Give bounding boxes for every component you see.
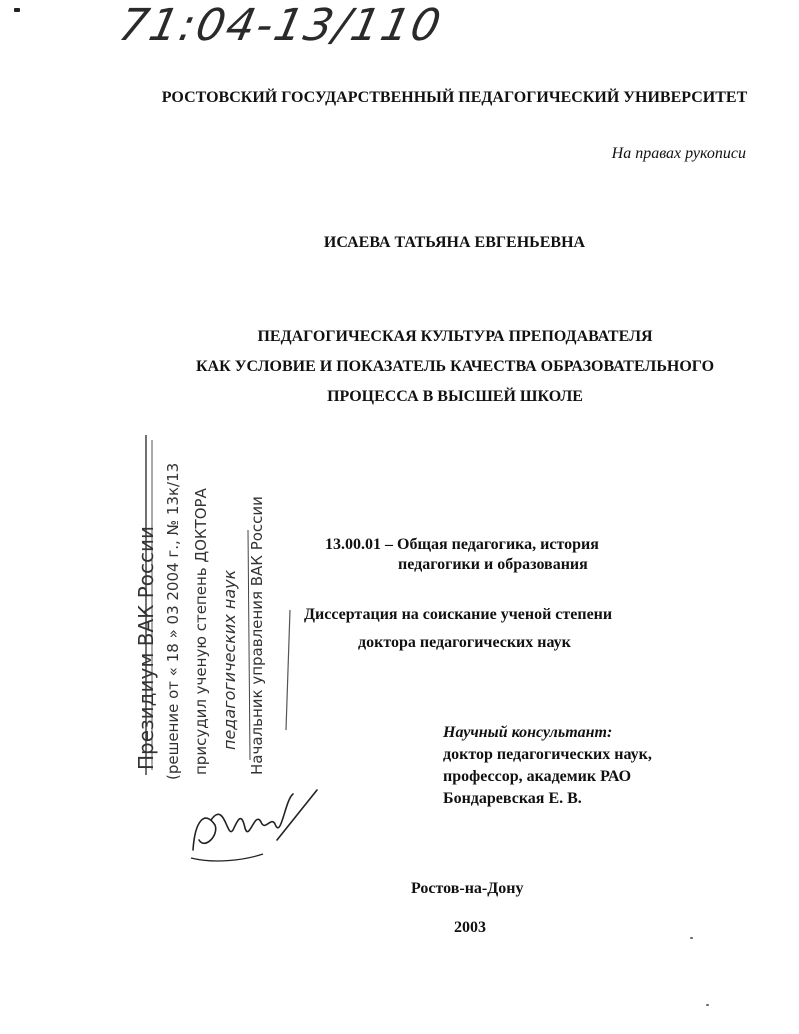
title-line: ПРОЦЕССА В ВЫСШЕЙ ШКОЛЕ (327, 388, 583, 405)
title-line: КАК УСЛОВИЕ И ПОКАЗАТЕЛЬ КАЧЕСТВА ОБРАЗОВАТЕЛЬНОГО (195, 358, 715, 375)
archive-code: 71:04-13/110 (114, 0, 447, 51)
dissertation-line-1: Диссертация на соискание ученой степени (304, 606, 613, 623)
stamp-line-4: педагогических наук (220, 569, 239, 750)
consultant-degree: доктор педагогических наук, (443, 746, 652, 763)
dissertation-line-2: доктора педагогических наук (358, 634, 571, 651)
scan-speck (690, 937, 693, 939)
author-name: ИСАЕВА ТАТЬЯНА ЕВГЕНЬЕВНА (323, 234, 586, 251)
specialty-line-1: 13.00.01 – Общая педагогика, история (325, 536, 599, 553)
consultant-role: Научный консультант: (443, 724, 613, 741)
stamp-line-5: Начальник управления ВАК России (248, 496, 266, 775)
city: Ростов-на-Дону (411, 880, 524, 897)
consultant-block (443, 722, 652, 810)
scan-speck (706, 1004, 709, 1006)
consultant-rank: профессор, академик РАО (443, 768, 632, 785)
stamp-line-1: Президиум ВАК России (134, 525, 158, 770)
specialty-line-2: педагогики и образования (398, 556, 588, 573)
consultant-name: Бондаревская Е. В. (443, 790, 582, 807)
stamp-line-2: (решение от « 18 » 03 2004 г., № 13к/13 (164, 462, 182, 780)
signature (185, 780, 325, 870)
rights-note: На правах рукописи (611, 145, 746, 162)
stamp-line-3: присудил ученую степень ДОКТОРА (192, 488, 210, 775)
year: 2003 (454, 919, 486, 936)
title-line: ПЕДАГОГИЧЕСКАЯ КУЛЬТУРА ПРЕПОДАВАТЕЛЯ (257, 328, 653, 345)
dissertation-title (150, 322, 760, 412)
scan-speck (14, 8, 20, 12)
university-name: РОСТОВСКИЙ ГОСУДАРСТВЕННЫЙ ПЕДАГОГИЧЕСКИЙ УНИВЕРСИТЕТ (161, 89, 748, 106)
vak-stamp (128, 430, 298, 780)
